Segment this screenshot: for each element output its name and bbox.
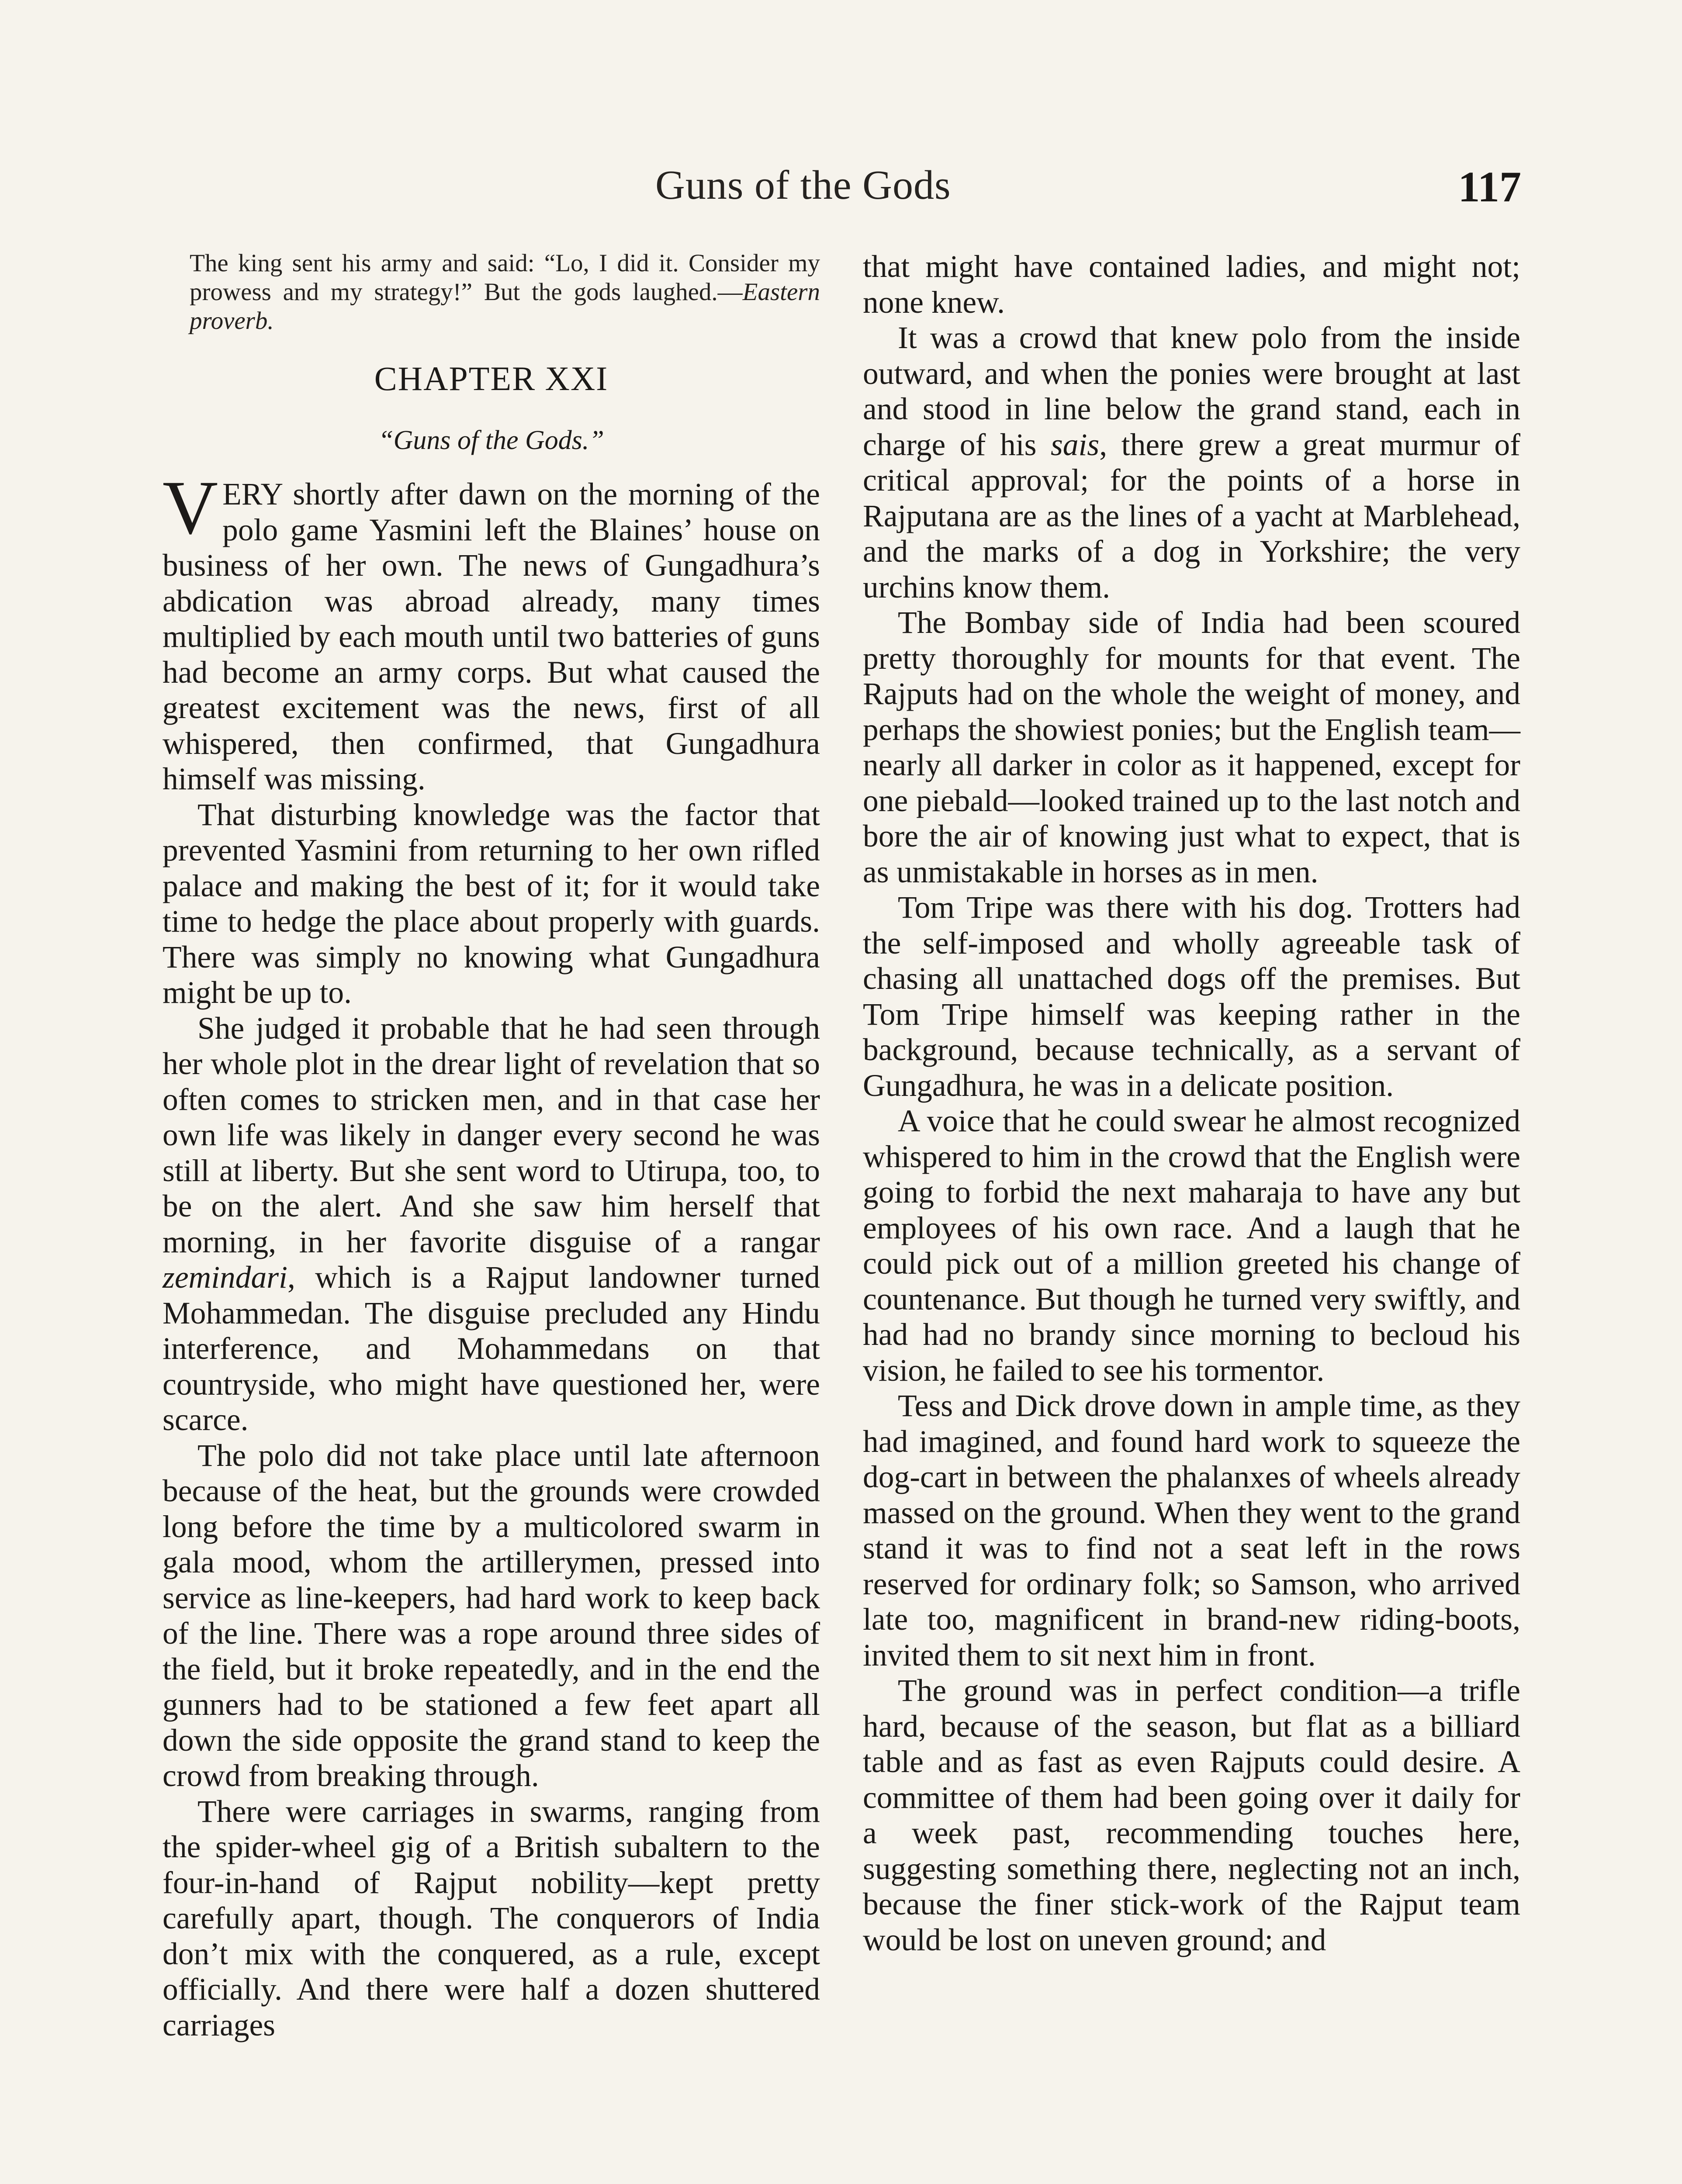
paragraph: [163, 1011, 820, 1438]
running-title: Guns of the Gods: [655, 162, 951, 208]
paragraph: The ground was in perfect condition—a trifle hard, because of the season, but flat as a billiard table and as fast as even Rajputs could desire. A committee of them had been going over it daily for a week past, recommending touches here, suggesting something there, neglecting not an inch, because the finer stick-work of the Rajput team would be lost on uneven ground; and: [863, 1673, 1520, 1957]
paragraph: [163, 465, 820, 797]
italic-term: zemindari: [163, 1260, 287, 1295]
paragraph: That disturbing knowledge was the factor that prevented Yasmini from returning to her own rifled palace and making the best of it; for it would take time to hedge the place about properly with guards. There was simply no knowing what Gungadhura might be up to.: [163, 797, 820, 1010]
paragraph: Tess and Dick drove down in ample time, as they had imagined, and found hard work to squeeze the dog-cart in between the phalanxes of wheels already massed on the ground. When they went to the grand stand it was to find not a seat left in the rows reserved for ordinary folk; so Samson, who arrived late too, magnificent in brand-new riding-boots, invited them to sit next him in front.: [863, 1389, 1520, 1673]
paragraph-text: ERY shortly after dawn on the morning of the polo game Yasmini left the Blaines’ house on business of her own. The news of Gungadhura’s abdication was abroad already, many times multiplied by each mouth until two batteries of guns had become an army corps. But what caused the greatest excitement was the news, first of all whispered, then confirmed, that Gungadhura himself was missing.: [163, 477, 820, 796]
chapter-subtitle: “Guns of the Gods.”: [378, 425, 604, 455]
italic-term: sais: [1050, 427, 1100, 462]
paragraph: The Bombay side of India had been scoured pretty thoroughly for mounts for that event. The Rajputs had on the whole the weight of money, and perhaps the showiest ponies; but the English team—nearly all darker in color as it happened, except for one piebald—looked trained up to the last notch and bore the air of knowing just what to expect, that is as unmistakable in horses as in men.: [863, 605, 1520, 889]
drop-cap: V: [163, 465, 218, 550]
left-column: [163, 249, 820, 2043]
paragraph: that might have contained ladies, and might not; none knew.: [863, 249, 1520, 320]
paragraph: [863, 320, 1520, 605]
epigraph-text: The king sent his army and said: “Lo, I did it. Consider my prowess and my strategy!” But the gods laughed.—: [190, 249, 820, 306]
page-number: 117: [1458, 162, 1521, 211]
paragraph-text: , there grew a great murmur of critical approval; for the points of a horse in Rajputana are as the lines of a yacht at Marblehead, and the marks of a dog in Yorkshire; the very urchins know them.: [863, 427, 1520, 605]
paragraph: The polo did not take place until late afternoon because of the heat, but the grounds were crowded long before the time by a multicolored swarm in gala mood, whom the artillerymen, pressed into service as line-keepers, had hard work to keep back of the line. There was a rope around three sides of the field, but it broke repeatedly, and in the end the gunners had to be stationed a few feet apart all down the side opposite the grand stand to keep the crowd from breaking through.: [163, 1438, 820, 1793]
epigraph: [190, 249, 820, 335]
paragraph-text: She judged it probable that he had seen through her whole plot in the drear light of revelation that so often comes to stricken men, and in that case her own life was likely in danger every second he was still at liberty. But she sent word to Utirupa, too, to be on the alert. And she saw him herself that morning, in her favorite disguise of a rangar: [163, 1011, 820, 1259]
epigraph-source: Eastern proverb.: [190, 278, 820, 335]
paragraph-text: It was a crowd that knew polo from the inside outward, and when the ponies were brought at last and stood in line below the grand stand, each in charge of his: [863, 321, 1520, 462]
paragraph: A voice that he could swear he almost recognized whispered to him in the crowd that the English were going to forbid the next maharaja to have any but employees of his own race. And a laugh that he could pick out of a million greeted his change of countenance. But though he turned very swiftly, and had had no brandy since morning to becloud his vision, he failed to see his tormentor.: [863, 1104, 1520, 1388]
paragraph-text: , which is a Rajput landowner turned Mohammedan. The disguise precluded any Hindu interference, and Mohammedans on that countryside, who might have questioned her, were scarce.: [163, 1260, 820, 1437]
page-header: [0, 162, 1682, 218]
chapter-heading: CHAPTER XXI: [374, 359, 609, 397]
paragraph: Tom Tripe was there with his dog. Trotters had the self-imposed and wholly agreeable task of chasing all unattached dogs off the premises. But Tom Tripe himself was keeping rather in the background, because technically, as a servant of Gungadhura, he was in a delicate position.: [863, 890, 1520, 1103]
paragraph: There were carriages in swarms, ranging from the spider-wheel gig of a British subaltern to the four-in-hand of Rajput nobility—kept pretty carefully apart, though. The conquerors of India don’t mix with the conquered, as a rule, except officially. And there were half a dozen shuttered carriages: [163, 1794, 820, 2042]
right-column: [863, 249, 1520, 1958]
